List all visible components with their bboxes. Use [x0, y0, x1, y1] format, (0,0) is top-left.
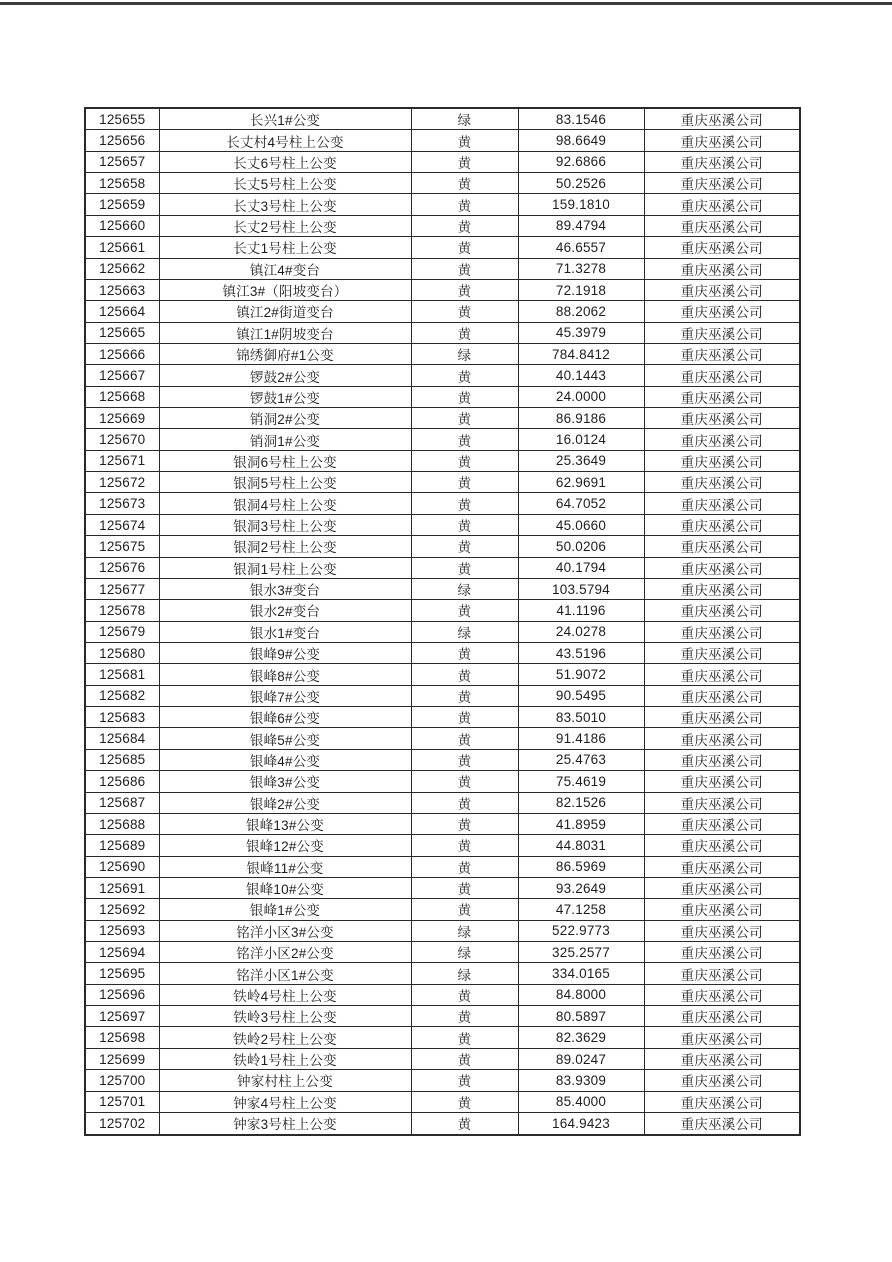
cell-status: 黄 — [411, 1027, 518, 1048]
cell-value: 24.0000 — [518, 386, 644, 407]
table-row — [85, 643, 800, 664]
cell-id: 125698 — [85, 1027, 159, 1048]
cell-id: 125678 — [85, 600, 159, 621]
cell-id: 125686 — [85, 771, 159, 792]
cell-status: 黄 — [411, 813, 518, 834]
table-row — [85, 877, 800, 898]
table-row — [85, 1112, 800, 1135]
cell-name: 银水3#变台 — [159, 578, 411, 599]
cell-company: 重庆巫溪公司 — [644, 685, 800, 706]
table-row — [85, 472, 800, 493]
cell-value: 50.0206 — [518, 536, 644, 557]
table-row — [85, 728, 800, 749]
cell-company: 重庆巫溪公司 — [644, 578, 800, 599]
table-row — [85, 301, 800, 322]
cell-status: 黄 — [411, 643, 518, 664]
cell-value: 41.1196 — [518, 600, 644, 621]
table-row — [85, 963, 800, 984]
cell-company: 重庆巫溪公司 — [644, 1027, 800, 1048]
cell-id: 125655 — [85, 108, 159, 130]
cell-value: 784.8412 — [518, 343, 644, 364]
cell-name: 销洞1#公变 — [159, 429, 411, 450]
table-row — [85, 108, 800, 130]
cell-id: 125693 — [85, 920, 159, 941]
cell-status: 黄 — [411, 792, 518, 813]
cell-status: 黄 — [411, 600, 518, 621]
cell-value: 44.8031 — [518, 835, 644, 856]
cell-status: 黄 — [411, 130, 518, 151]
cell-company: 重庆巫溪公司 — [644, 386, 800, 407]
cell-status: 黄 — [411, 707, 518, 728]
cell-company: 重庆巫溪公司 — [644, 1070, 800, 1091]
transformer-table — [84, 107, 801, 1136]
cell-company: 重庆巫溪公司 — [644, 899, 800, 920]
cell-value: 62.9691 — [518, 472, 644, 493]
cell-status: 绿 — [411, 942, 518, 963]
cell-company: 重庆巫溪公司 — [644, 237, 800, 258]
table-row — [85, 386, 800, 407]
cell-id: 125684 — [85, 728, 159, 749]
cell-company: 重庆巫溪公司 — [644, 557, 800, 578]
cell-value: 86.5969 — [518, 856, 644, 877]
cell-name: 银峰7#公变 — [159, 685, 411, 706]
cell-status: 黄 — [411, 301, 518, 322]
cell-company: 重庆巫溪公司 — [644, 771, 800, 792]
table-row — [85, 1027, 800, 1048]
cell-id: 125680 — [85, 643, 159, 664]
cell-value: 334.0165 — [518, 963, 644, 984]
cell-value: 164.9423 — [518, 1112, 644, 1135]
page-top-divider — [0, 2, 892, 5]
cell-value: 43.5196 — [518, 643, 644, 664]
cell-id: 125657 — [85, 151, 159, 172]
cell-name: 银峰6#公变 — [159, 707, 411, 728]
cell-name: 长丈村4号柱上公变 — [159, 130, 411, 151]
table-row — [85, 1006, 800, 1027]
cell-value: 80.5897 — [518, 1006, 644, 1027]
cell-value: 50.2526 — [518, 173, 644, 194]
cell-status: 黄 — [411, 429, 518, 450]
cell-value: 159.1810 — [518, 194, 644, 215]
table-row — [85, 322, 800, 343]
cell-status: 绿 — [411, 621, 518, 642]
table-body — [85, 108, 800, 1135]
cell-company: 重庆巫溪公司 — [644, 258, 800, 279]
cell-value: 89.0247 — [518, 1048, 644, 1069]
table-row — [85, 1048, 800, 1069]
cell-id: 125667 — [85, 365, 159, 386]
cell-company: 重庆巫溪公司 — [644, 600, 800, 621]
cell-company: 重庆巫溪公司 — [644, 749, 800, 770]
cell-name: 钟家村柱上公变 — [159, 1070, 411, 1091]
table-row — [85, 514, 800, 535]
table-row — [85, 450, 800, 471]
cell-name: 镇江4#变台 — [159, 258, 411, 279]
cell-status: 绿 — [411, 920, 518, 941]
cell-name: 银洞5号柱上公变 — [159, 472, 411, 493]
cell-name: 银洞1号柱上公变 — [159, 557, 411, 578]
cell-company: 重庆巫溪公司 — [644, 1091, 800, 1112]
cell-value: 82.1526 — [518, 792, 644, 813]
cell-id: 125673 — [85, 493, 159, 514]
cell-value: 86.9186 — [518, 408, 644, 429]
cell-value: 46.6557 — [518, 237, 644, 258]
cell-company: 重庆巫溪公司 — [644, 707, 800, 728]
cell-status: 黄 — [411, 664, 518, 685]
cell-name: 银水2#变台 — [159, 600, 411, 621]
cell-status: 黄 — [411, 215, 518, 236]
cell-id: 125669 — [85, 408, 159, 429]
cell-company: 重庆巫溪公司 — [644, 835, 800, 856]
cell-status: 黄 — [411, 856, 518, 877]
cell-company: 重庆巫溪公司 — [644, 536, 800, 557]
cell-value: 75.4619 — [518, 771, 644, 792]
cell-status: 黄 — [411, 365, 518, 386]
cell-id: 125691 — [85, 877, 159, 898]
cell-id: 125664 — [85, 301, 159, 322]
cell-value: 89.4794 — [518, 215, 644, 236]
cell-id: 125701 — [85, 1091, 159, 1112]
cell-value: 88.2062 — [518, 301, 644, 322]
cell-name: 锦绣御府#1公变 — [159, 343, 411, 364]
cell-value: 103.5794 — [518, 578, 644, 599]
table-row — [85, 600, 800, 621]
cell-value: 90.5495 — [518, 685, 644, 706]
cell-name: 铁岭4号柱上公变 — [159, 984, 411, 1005]
cell-name: 铭洋小区2#公变 — [159, 942, 411, 963]
cell-id: 125699 — [85, 1048, 159, 1069]
cell-value: 71.3278 — [518, 258, 644, 279]
cell-status: 黄 — [411, 1070, 518, 1091]
cell-company: 重庆巫溪公司 — [644, 643, 800, 664]
cell-name: 银峰10#公变 — [159, 877, 411, 898]
cell-name: 银峰12#公变 — [159, 835, 411, 856]
cell-id: 125679 — [85, 621, 159, 642]
cell-value: 84.8000 — [518, 984, 644, 1005]
cell-id: 125697 — [85, 1006, 159, 1027]
table-row — [85, 237, 800, 258]
cell-status: 绿 — [411, 343, 518, 364]
cell-company: 重庆巫溪公司 — [644, 1112, 800, 1135]
table-row — [85, 1091, 800, 1112]
cell-value: 85.4000 — [518, 1091, 644, 1112]
cell-name: 铁岭1号柱上公变 — [159, 1048, 411, 1069]
cell-name: 银峰1#公变 — [159, 899, 411, 920]
cell-name: 银洞2号柱上公变 — [159, 536, 411, 557]
cell-value: 522.9773 — [518, 920, 644, 941]
cell-id: 125675 — [85, 536, 159, 557]
cell-id: 125665 — [85, 322, 159, 343]
cell-status: 黄 — [411, 450, 518, 471]
cell-name: 铁岭2号柱上公变 — [159, 1027, 411, 1048]
table-row — [85, 813, 800, 834]
cell-value: 16.0124 — [518, 429, 644, 450]
cell-status: 黄 — [411, 536, 518, 557]
cell-status: 黄 — [411, 877, 518, 898]
cell-name: 镇江3#（阳坡变台） — [159, 279, 411, 300]
cell-value: 83.9309 — [518, 1070, 644, 1091]
cell-name: 长兴1#公变 — [159, 108, 411, 130]
table-row — [85, 343, 800, 364]
cell-name: 银峰3#公变 — [159, 771, 411, 792]
table-row — [85, 771, 800, 792]
cell-name: 银洞3号柱上公变 — [159, 514, 411, 535]
cell-value: 25.3649 — [518, 450, 644, 471]
cell-value: 51.9072 — [518, 664, 644, 685]
cell-status: 黄 — [411, 899, 518, 920]
cell-name: 长丈3号柱上公变 — [159, 194, 411, 215]
cell-id: 125666 — [85, 343, 159, 364]
cell-status: 黄 — [411, 771, 518, 792]
cell-status: 黄 — [411, 557, 518, 578]
cell-company: 重庆巫溪公司 — [644, 1006, 800, 1027]
table-row — [85, 194, 800, 215]
cell-name: 银水1#变台 — [159, 621, 411, 642]
cell-status: 黄 — [411, 835, 518, 856]
cell-name: 银峰9#公变 — [159, 643, 411, 664]
cell-company: 重庆巫溪公司 — [644, 856, 800, 877]
cell-company: 重庆巫溪公司 — [644, 1048, 800, 1069]
table-row — [85, 664, 800, 685]
table-row — [85, 856, 800, 877]
cell-id: 125656 — [85, 130, 159, 151]
cell-name: 钟家4号柱上公变 — [159, 1091, 411, 1112]
table-row — [85, 408, 800, 429]
cell-id: 125695 — [85, 963, 159, 984]
cell-value: 47.1258 — [518, 899, 644, 920]
table-row — [85, 365, 800, 386]
table-row — [85, 920, 800, 941]
cell-company: 重庆巫溪公司 — [644, 472, 800, 493]
cell-id: 125687 — [85, 792, 159, 813]
cell-id: 125702 — [85, 1112, 159, 1135]
cell-company: 重庆巫溪公司 — [644, 621, 800, 642]
cell-company: 重庆巫溪公司 — [644, 173, 800, 194]
cell-name: 银洞6号柱上公变 — [159, 450, 411, 471]
cell-id: 125668 — [85, 386, 159, 407]
cell-value: 98.6649 — [518, 130, 644, 151]
table-row — [85, 215, 800, 236]
cell-value: 83.1546 — [518, 108, 644, 130]
cell-value: 92.6866 — [518, 151, 644, 172]
cell-status: 黄 — [411, 279, 518, 300]
cell-status: 黄 — [411, 514, 518, 535]
cell-name: 银峰2#公变 — [159, 792, 411, 813]
cell-value: 40.1794 — [518, 557, 644, 578]
cell-company: 重庆巫溪公司 — [644, 108, 800, 130]
cell-status: 黄 — [411, 685, 518, 706]
table-row — [85, 685, 800, 706]
table-row — [85, 578, 800, 599]
table-row — [85, 258, 800, 279]
cell-value: 325.2577 — [518, 942, 644, 963]
cell-company: 重庆巫溪公司 — [644, 877, 800, 898]
table-row — [85, 493, 800, 514]
cell-status: 绿 — [411, 578, 518, 599]
cell-value: 83.5010 — [518, 707, 644, 728]
cell-id: 125677 — [85, 578, 159, 599]
cell-id: 125692 — [85, 899, 159, 920]
cell-name: 银峰8#公变 — [159, 664, 411, 685]
cell-status: 黄 — [411, 322, 518, 343]
cell-id: 125663 — [85, 279, 159, 300]
cell-status: 黄 — [411, 1091, 518, 1112]
cell-status: 绿 — [411, 108, 518, 130]
cell-name: 银峰4#公变 — [159, 749, 411, 770]
cell-id: 125662 — [85, 258, 159, 279]
cell-name: 银峰11#公变 — [159, 856, 411, 877]
cell-name: 铭洋小区1#公变 — [159, 963, 411, 984]
cell-status: 绿 — [411, 963, 518, 984]
cell-id: 125659 — [85, 194, 159, 215]
table-row — [85, 429, 800, 450]
table-row — [85, 621, 800, 642]
cell-name: 银峰5#公变 — [159, 728, 411, 749]
cell-status: 黄 — [411, 728, 518, 749]
cell-company: 重庆巫溪公司 — [644, 984, 800, 1005]
cell-id: 125694 — [85, 942, 159, 963]
cell-value: 40.1443 — [518, 365, 644, 386]
table-row — [85, 942, 800, 963]
cell-company: 重庆巫溪公司 — [644, 429, 800, 450]
cell-name: 长丈2号柱上公变 — [159, 215, 411, 236]
cell-company: 重庆巫溪公司 — [644, 343, 800, 364]
table-row — [85, 792, 800, 813]
cell-status: 黄 — [411, 151, 518, 172]
cell-company: 重庆巫溪公司 — [644, 942, 800, 963]
cell-value: 82.3629 — [518, 1027, 644, 1048]
cell-value: 41.8959 — [518, 813, 644, 834]
cell-value: 64.7052 — [518, 493, 644, 514]
cell-status: 黄 — [411, 749, 518, 770]
cell-name: 长丈5号柱上公变 — [159, 173, 411, 194]
table-row — [85, 707, 800, 728]
cell-company: 重庆巫溪公司 — [644, 920, 800, 941]
cell-company: 重庆巫溪公司 — [644, 408, 800, 429]
table-row — [85, 151, 800, 172]
cell-company: 重庆巫溪公司 — [644, 322, 800, 343]
cell-name: 银洞4号柱上公变 — [159, 493, 411, 514]
cell-company: 重庆巫溪公司 — [644, 963, 800, 984]
cell-name: 镇江1#阴坡变台 — [159, 322, 411, 343]
cell-id: 125696 — [85, 984, 159, 1005]
cell-id: 125671 — [85, 450, 159, 471]
cell-name: 长丈1号柱上公变 — [159, 237, 411, 258]
cell-company: 重庆巫溪公司 — [644, 813, 800, 834]
cell-value: 45.0660 — [518, 514, 644, 535]
cell-id: 125661 — [85, 237, 159, 258]
cell-name: 长丈6号柱上公变 — [159, 151, 411, 172]
cell-name: 锣鼓2#公变 — [159, 365, 411, 386]
cell-id: 125682 — [85, 685, 159, 706]
cell-status: 黄 — [411, 472, 518, 493]
cell-id: 125676 — [85, 557, 159, 578]
cell-company: 重庆巫溪公司 — [644, 792, 800, 813]
cell-company: 重庆巫溪公司 — [644, 301, 800, 322]
cell-company: 重庆巫溪公司 — [644, 493, 800, 514]
cell-status: 黄 — [411, 408, 518, 429]
cell-company: 重庆巫溪公司 — [644, 514, 800, 535]
cell-value: 45.3979 — [518, 322, 644, 343]
cell-value: 24.0278 — [518, 621, 644, 642]
cell-id: 125700 — [85, 1070, 159, 1091]
cell-id: 125689 — [85, 835, 159, 856]
cell-status: 黄 — [411, 173, 518, 194]
cell-id: 125690 — [85, 856, 159, 877]
cell-status: 黄 — [411, 1006, 518, 1027]
cell-company: 重庆巫溪公司 — [644, 151, 800, 172]
cell-name: 铁岭3号柱上公变 — [159, 1006, 411, 1027]
cell-id: 125683 — [85, 707, 159, 728]
table-row — [85, 173, 800, 194]
table-row — [85, 899, 800, 920]
cell-id: 125672 — [85, 472, 159, 493]
cell-status: 黄 — [411, 1048, 518, 1069]
table-row — [85, 984, 800, 1005]
cell-name: 银峰13#公变 — [159, 813, 411, 834]
cell-name: 镇江2#街道变台 — [159, 301, 411, 322]
table-row — [85, 1070, 800, 1091]
cell-company: 重庆巫溪公司 — [644, 365, 800, 386]
cell-status: 黄 — [411, 386, 518, 407]
table-row — [85, 749, 800, 770]
cell-status: 黄 — [411, 984, 518, 1005]
cell-id: 125660 — [85, 215, 159, 236]
cell-id: 125685 — [85, 749, 159, 770]
cell-id: 125681 — [85, 664, 159, 685]
cell-id: 125688 — [85, 813, 159, 834]
cell-status: 黄 — [411, 237, 518, 258]
cell-company: 重庆巫溪公司 — [644, 279, 800, 300]
table-row — [85, 279, 800, 300]
table-row — [85, 130, 800, 151]
cell-value: 25.4763 — [518, 749, 644, 770]
cell-name: 钟家3号柱上公变 — [159, 1112, 411, 1135]
cell-company: 重庆巫溪公司 — [644, 450, 800, 471]
cell-name: 销洞2#公变 — [159, 408, 411, 429]
cell-status: 黄 — [411, 194, 518, 215]
cell-company: 重庆巫溪公司 — [644, 728, 800, 749]
cell-status: 黄 — [411, 258, 518, 279]
cell-id: 125658 — [85, 173, 159, 194]
cell-id: 125674 — [85, 514, 159, 535]
table-row — [85, 835, 800, 856]
cell-status: 黄 — [411, 493, 518, 514]
cell-company: 重庆巫溪公司 — [644, 664, 800, 685]
cell-value: 72.1918 — [518, 279, 644, 300]
cell-id: 125670 — [85, 429, 159, 450]
cell-company: 重庆巫溪公司 — [644, 194, 800, 215]
cell-company: 重庆巫溪公司 — [644, 215, 800, 236]
table-row — [85, 536, 800, 557]
table-row — [85, 557, 800, 578]
cell-company: 重庆巫溪公司 — [644, 130, 800, 151]
cell-name: 锣鼓1#公变 — [159, 386, 411, 407]
cell-value: 93.2649 — [518, 877, 644, 898]
cell-name: 铭洋小区3#公变 — [159, 920, 411, 941]
cell-status: 黄 — [411, 1112, 518, 1135]
cell-value: 91.4186 — [518, 728, 644, 749]
